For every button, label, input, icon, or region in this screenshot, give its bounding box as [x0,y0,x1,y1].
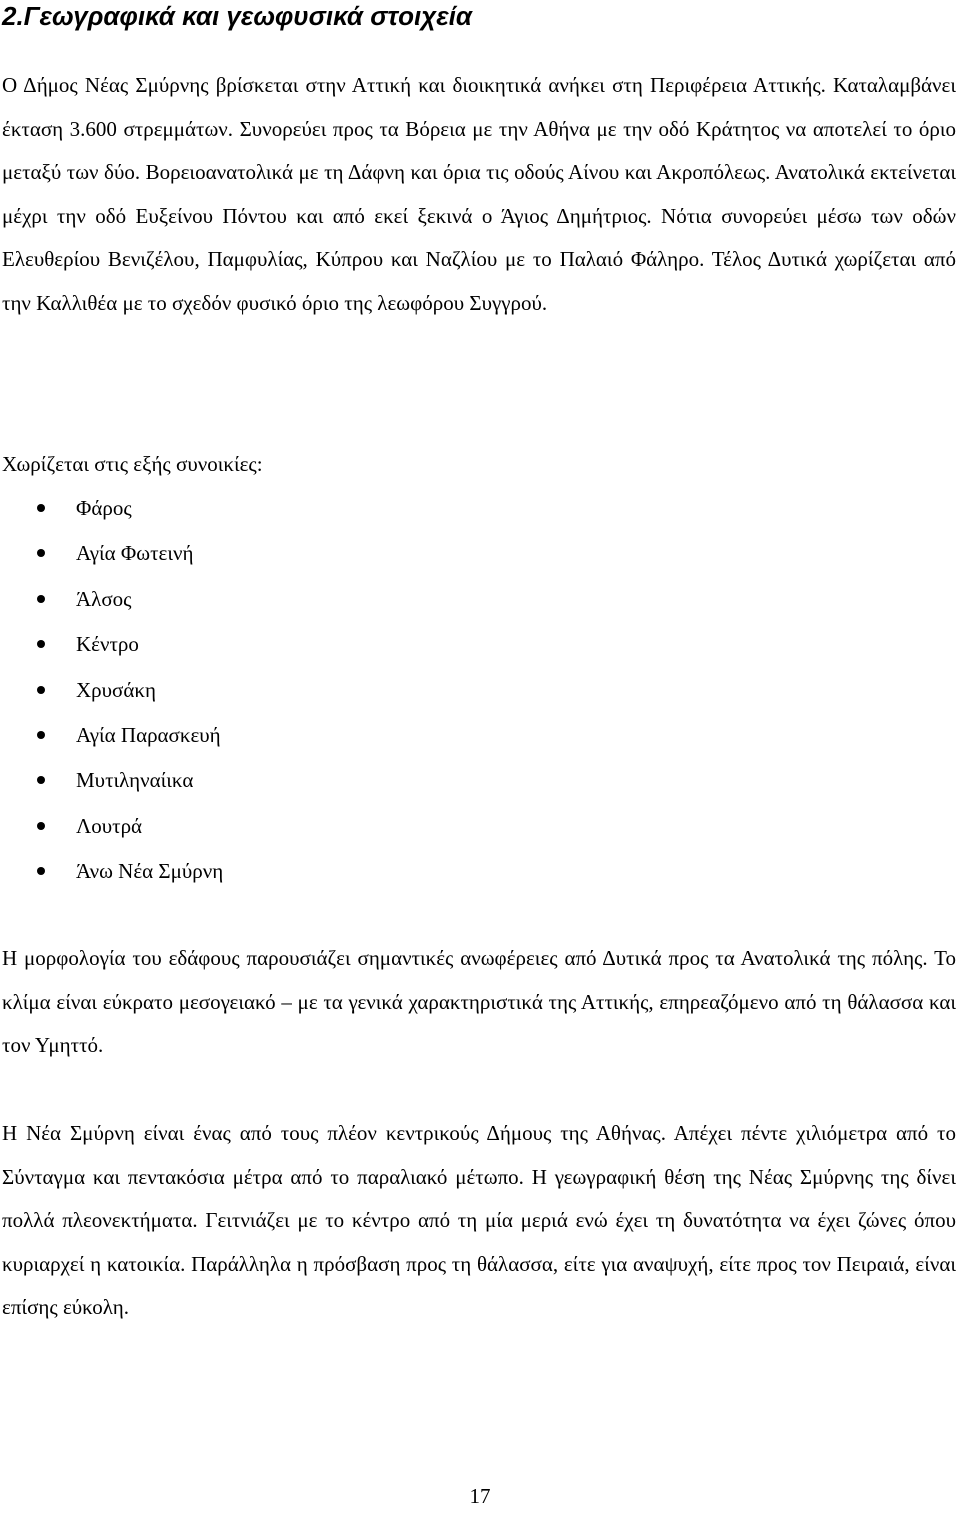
bullet-icon [37,549,45,557]
bullet-icon [37,822,45,830]
neighborhood-label: Άνω Νέα Σμύρνη [76,859,224,884]
bullet-icon [37,595,45,603]
section-heading: 2.Γεωγραφικά και γεωφυσικά στοιχεία [2,1,473,31]
bullet-icon [37,504,45,512]
bullet-icon [37,867,45,875]
neighborhood-label: Μυτιληναίικα [76,768,194,793]
neighborhood-label: Κέντρο [76,632,139,657]
paragraph-geographic-position: Η Νέα Σμύρνη είναι ένας από τους πλέον κεντρικούς Δήμους της Αθήνας. Απέχει πέντε χιλιόμετρα από το Σύνταγμα και πεντακόσια μέτρα από το παραλιακό μέτωπο. Η γεωγραφική θέση της Νέας Σμύρνης της δίνει πολλά πλεονεκτήματα. Γειτνιάζει με το κέντρο από τη μία μεριά ενώ έχει τη δυνατότητα να έχει ζώνες όπου κυριαρχεί η κατοικία. Παράλληλα η πρόσβαση προς τη θάλασσα, είτε για αναψυχή, είτε προς τον Πειραιά, είναι επίσης εύκολη. [2,1121,956,1319]
paragraph-neighborhoods-intro: Χωρίζεται στις εξής συνοικίες: [2,452,263,476]
bullet-icon [37,640,45,648]
paragraph-morphology: Η μορφολογία του εδάφους παρουσιάζει σημαντικές ανωφέρειες από Δυτικά προς τα Ανατολικά της πόλης. Το κλίμα είναι εύκρατο μεσογειακό – με τα γενικά χαρακτηριστικά της Αττικής, επηρεαζόμενο από τη θάλασσα και τον Υμηττό. [2,946,956,1057]
paragraph-location: Ο Δήμος Νέας Σμύρνης βρίσκεται στην Αττική και διοικητικά ανήκει στη Περιφέρεια Αττικής. Καταλαμβάνει έκταση 3.600 στρεμμάτων. Συνορεύει προς τα Βόρεια με την Αθήνα με την οδό Κράτητος να αποτελεί το όριο μεταξύ των δύο. Βορειοανατολικά με τη Δάφνη και όρια τις οδούς Αίνου και Ακροπόλεως. Ανατολικά εκτείνεται μέχρι την οδό Ευξείνου Πόντου και από εκεί ξεκινά ο Άγιος Δημήτριος. Νότια συνορεύει μέσω των οδών Ελευθερίου Βενιζέλου, Παμφυλίας, Κύπρου και Ναζλίου με το Παλαιό Φάληρο. Τέλος Δυτικά χωρίζεται από την Καλλιθέα με το σχεδόν φυσικό όριο της λεωφόρου Συγγρού. [2,73,956,315]
neighborhood-label: Λουτρά [76,813,143,838]
neighborhood-label: Άλσος [76,586,132,611]
neighborhood-label: Φάρος [76,496,132,520]
bullet-icon [37,776,45,784]
neighborhood-label: Αγία Φωτεινή [76,541,194,566]
bullet-icon [37,686,45,694]
bullet-icon [37,731,45,739]
neighborhood-label: Χρυσάκη [76,677,156,702]
neighborhood-label: Αγία Παρασκευή [76,722,221,747]
page-number: 17 [469,1484,491,1508]
